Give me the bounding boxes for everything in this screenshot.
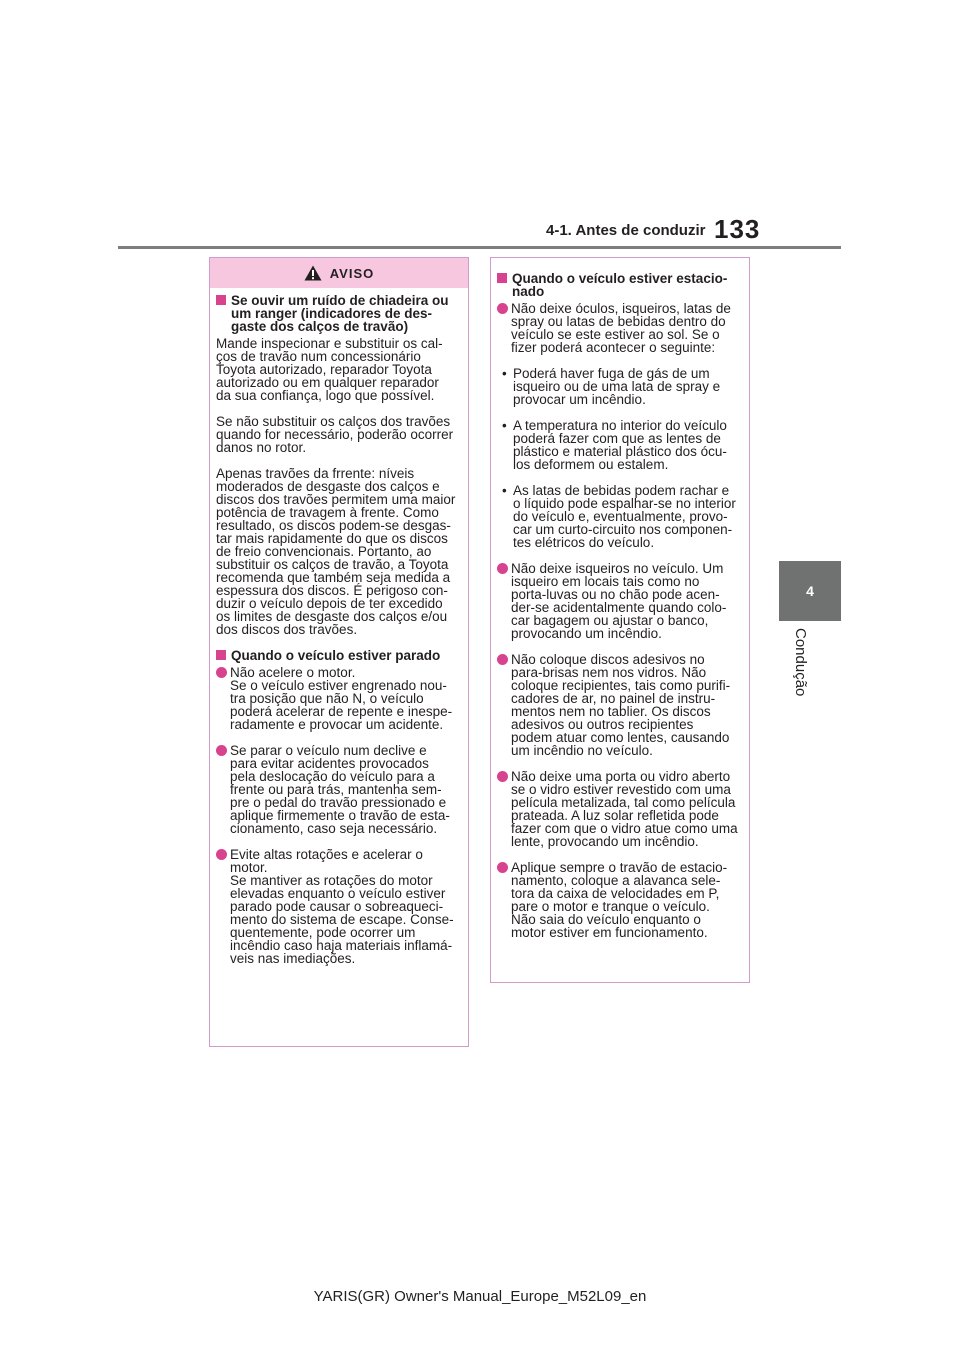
circle-bullet-icon: [497, 303, 508, 314]
circle-bullet-icon: [216, 849, 227, 860]
circle-bullet-icon: [497, 862, 508, 873]
bullet-text: Aplique sempre o travão de estacio- namento, coloque a alavanca sele- tora da caixa de velocidades em P, pare o motor e tranque o veículo. Não saia do veículo enquanto o motor estiver em funcionamento.: [511, 860, 728, 940]
parked-box: [490, 257, 750, 983]
bullet-item: [216, 848, 462, 965]
warning-label: AVISO: [329, 265, 375, 281]
chapter-name: Condução: [792, 628, 809, 697]
chapter-tab: [779, 561, 841, 621]
paragraph: Mande inspecionar e substituir os cal- ços de travão num concessionário Toyota autorizado, reparador Toyota autorizado ou em qualquer reparador da sua confiança, logo que possível.: [216, 336, 443, 403]
bullet-text: Não coloque discos adesivos no para-brisas nem nos vidros. Não coloque recipientes, tais como purifi- cadores de ar, no painel de instru- mentos nem no tablier. Os discos adesivos ou outros recipientes podem atuar como lentes, causando um incêndio no veículo.: [511, 652, 731, 758]
warning-header: [210, 258, 468, 288]
section-heading-text: Quando o veículo estiver parado: [231, 648, 441, 663]
dash-marker: •: [502, 366, 507, 381]
bullet-item: [497, 770, 743, 848]
parked-content: [491, 266, 749, 939]
square-bullet-icon: [216, 650, 226, 660]
warning-box: [209, 257, 469, 1047]
circle-bullet-icon: [216, 745, 227, 756]
section-heading: [216, 294, 462, 333]
paragraph: Apenas travões da frrente: níveis moderados de desgaste dos calços e discos dos travões permitem uma maior potência de travagem à frente. Como resultado, os discos podem-se desgas- tar mais rapidamente do que os discos de freio convencionais. Portanto, ao substituir os calços de travão, a Toyota recomenda que também seja medida a espessura dos discos. É perigoso con- duzir o veículo depois de ter excedido os limites de desgaste dos calços e/ou dos discos dos travões.: [216, 466, 456, 637]
dash-marker: •: [502, 418, 507, 433]
circle-bullet-icon: [497, 563, 508, 574]
section-heading-text: Quando o veículo estiver estacio- nado: [512, 271, 728, 299]
bullet-text: Não deixe uma porta ou vidro aberto se o vidro estiver revestido com uma película metalizada, tal como película prateada. A luz solar refletida pode fazer com que o vidro atue como uma lente, provocando um incêndio.: [511, 769, 738, 849]
dash-text: As latas de bebidas podem rachar e o líquido pode espalhar-se no interior do veículo e, eventualmente, provo- car um curto-circuito nos componen- tes elétricos do veículo.: [513, 483, 736, 550]
square-bullet-icon: [497, 273, 507, 283]
bullet-text: Não deixe óculos, isqueiros, latas de spray ou latas de bebidas dentro do veículo se este estiver ao sol. Se o fizer poderá acontecer o seguinte:: [511, 301, 731, 355]
bullet-item: [497, 562, 743, 640]
section-title: 4-1. Antes de conduzir: [546, 222, 706, 239]
dash-item: [497, 419, 743, 471]
section-heading: [497, 272, 743, 298]
bullet-item: [497, 861, 743, 939]
footer-text: YARIS(GR) Owner's Manual_Europe_M52L09_en: [313, 1288, 647, 1305]
bullet-item: [216, 744, 462, 835]
circle-bullet-icon: [497, 771, 508, 782]
circle-bullet-icon: [497, 654, 508, 665]
dash-text: Poderá haver fuga de gás de um isqueiro ou de uma lata de spray e provocar um incêndio.: [513, 366, 721, 407]
bullet-item: [216, 666, 462, 731]
dash-item: [497, 367, 743, 406]
bullet-item: [497, 302, 743, 354]
bullet-text: Evite altas rotações e acelerar o motor. Se mantiver as rotações do motor elevadas enquanto o veículo estiver parado pode causar o sobreaqueci- mento do sistema de escape. Conse- quentemente, pode ocorrer um incêndio caso haja materiais inflamá- veis nas imediações.: [230, 847, 454, 966]
header-rule: [118, 246, 841, 249]
dash-marker: •: [502, 483, 507, 498]
page-number: 133: [714, 214, 761, 244]
dash-item: [497, 484, 743, 549]
bullet-text: Se parar o veículo num declive e para evitar acidentes provocados pela deslocação do veículo para a frente ou para trás, mantenha sem- pre o pedal do travão pressionado e aplique firmemente o travão de esta- cionamento, caso seja necessário.: [230, 743, 450, 836]
dash-text: A temperatura no interior do veículo poderá fazer com que as lentes de plástico e material plástico dos ócu- los deformem ou estalem.: [513, 418, 727, 472]
bullet-item: [497, 653, 743, 757]
paragraph: Se não substituir os calços dos travões quando for necessário, poderão ocorrer danos no rotor.: [216, 414, 454, 455]
warning-content: [210, 288, 468, 965]
square-bullet-icon: [216, 295, 226, 305]
warning-icon: [304, 265, 322, 281]
chapter-number: 4: [806, 583, 814, 599]
section-heading-text: Se ouvir um ruído de chiadeira ou um ranger (indicadores de des- gaste dos calços de travão): [231, 293, 449, 334]
bullet-text: Não acelere o motor. Se o veículo estiver engrenado nou- tra posição que não N, o veículo poderá acelerar de repente e inespe- radamente e provocar um acidente.: [230, 665, 453, 732]
circle-bullet-icon: [216, 667, 227, 678]
section-heading: [216, 649, 462, 662]
bullet-text: Não deixe isqueiros no veículo. Um isqueiro em locais tais como no porta-luvas ou no chão pode acen- der-se acidentalmente quando colo- car bagagem ou ajustar o banco, provocando um incêndio.: [511, 561, 727, 641]
